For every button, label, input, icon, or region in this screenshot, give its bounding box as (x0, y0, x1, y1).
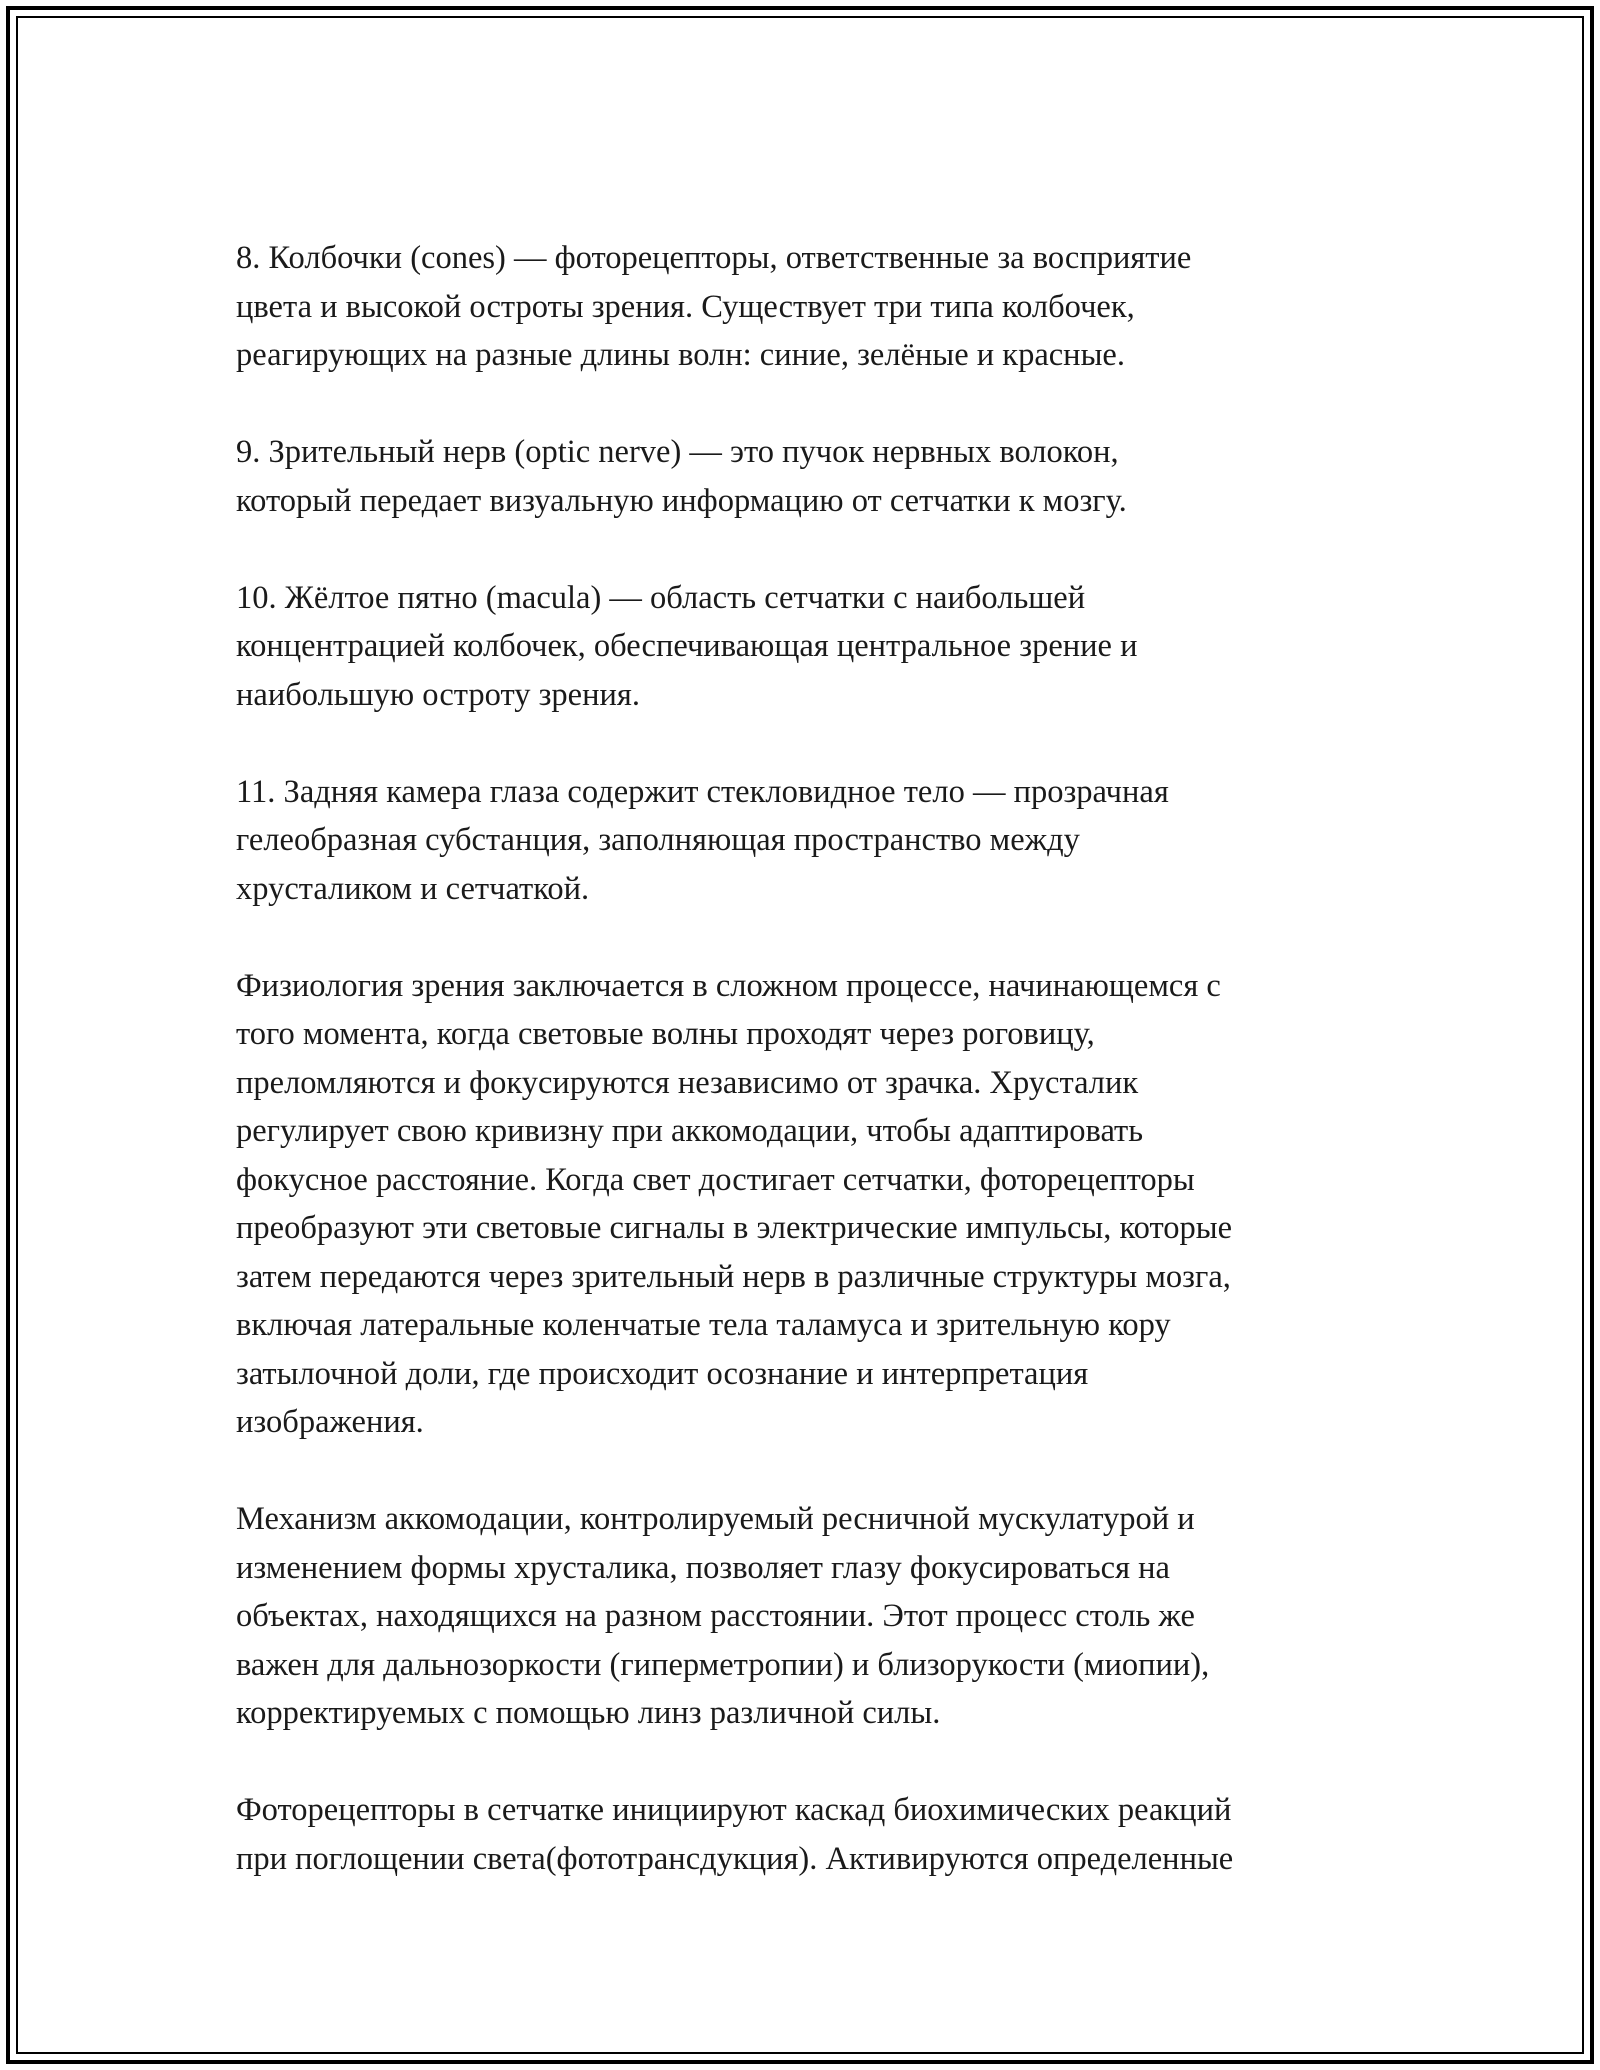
paragraph-macula: 10. Жёлтое пятно (macula) — область сетчатки с наибольшей концентрацией колбочек, обеспечивающая центральное зрение и наибольшую остроту зрения. (236, 579, 1138, 713)
paragraph-phototransduction: Фоторецепторы в сетчатке инициируют каскад биохимических реакций при поглощении света(фототрансдукция). Активируются определенные (236, 1792, 1234, 1877)
paragraph-cones: 8. Колбочки (cones) — фоторецепторы, ответственные за восприятие цвета и высокой остроты зрения. Существует три типа колбочек, реагирующих на разные длины волн: синие, зелёные и красные. (236, 240, 1192, 373)
paragraph-vision-physiology: Физиология зрения заключается в сложном процессе, начинающемся с того момента, когда световые волны проходят через роговицу, преломляются и фокусируются независимо от зрачка. Хрусталик регулирует свою кривизну при аккомодации, чтобы адаптировать фокусное расстояние. Когда свет достигает сетчатки, фоторецепторы преобразуют эти световые сигналы в электрические импульсы, которые затем передаются через зрительный нерв в различные структуры мозга, включая латеральные коленчатые тела таламуса и зрительную кору затылочной доли, где происходит осознание и интерпретация изображения. (236, 967, 1233, 1440)
paragraph-optic-nerve: 9. Зрительный нерв (optic nerve) — это пучок нервных волокон, который передает визуальную информацию от сетчатки к мозгу. (236, 434, 1127, 519)
paragraph-posterior-chamber: 11. Задняя камера глаза содержит стекловидное тело — прозрачная гелеобразная субстанция, заполняющая пространство между хрусталиком и сетчаткой. (236, 773, 1169, 907)
paragraph-accommodation: Механизм аккомодации, контролируемый ресничной мускулатурой и изменением формы хрусталика, позволяет глазу фокусироваться на объектах, находящихся на разном расстоянии. Этот процесс столь же важен для дальнозоркости (гиперметропии) и близорукости (миопии), корректируемых с помощью линз различной силы. (236, 1501, 1210, 1731)
document-body (236, 234, 1416, 1932)
